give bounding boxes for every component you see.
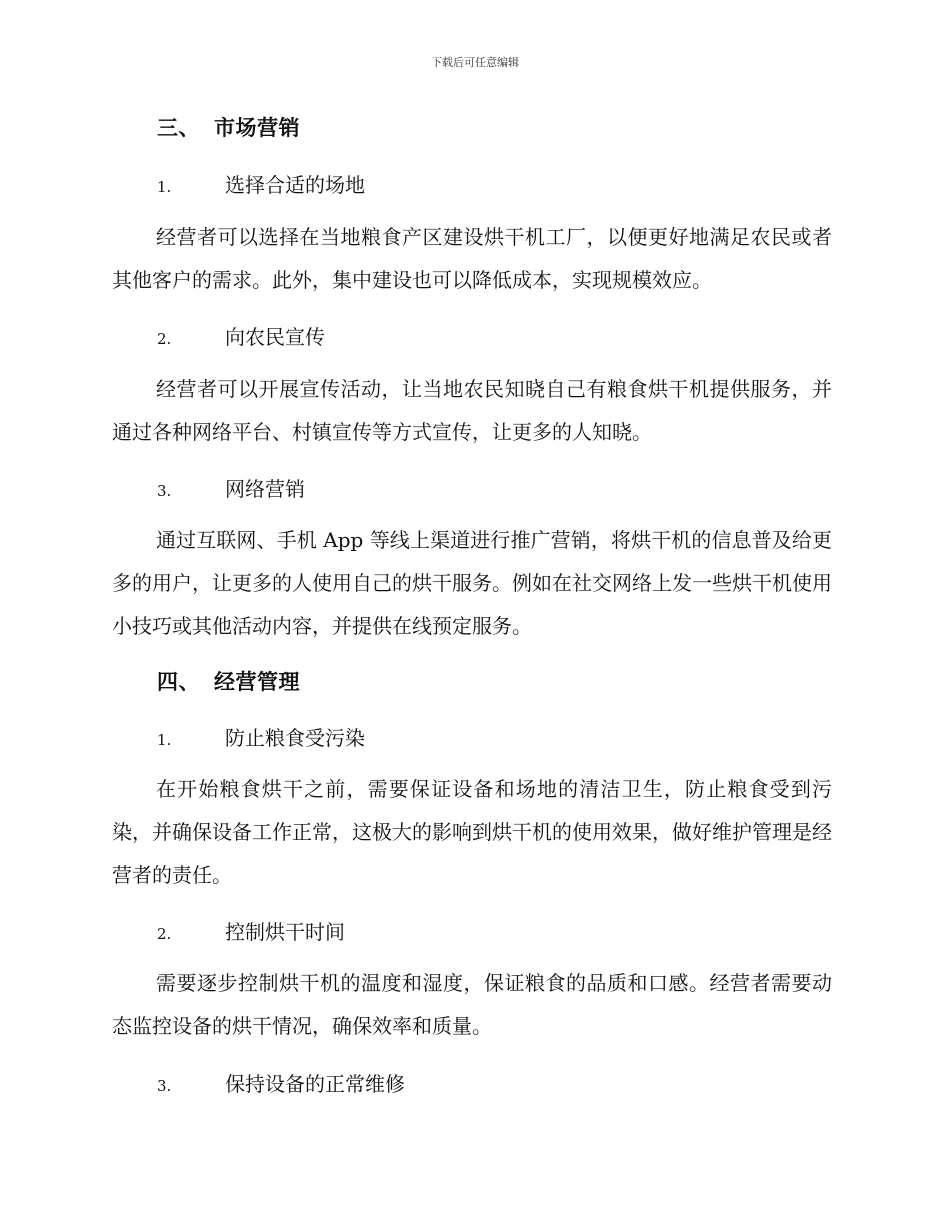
paragraph: 经营者可以开展宣传活动，让当地农民知晓自己有粮食烘干机提供服务，并通过各种网络平台、村镇宣传等方式宣传，让更多的人知晓。 <box>112 377 832 444</box>
item-number: 3. <box>157 482 172 500</box>
item-title: 控制烘干时间 <box>225 920 345 944</box>
item-heading <box>157 473 305 502</box>
paragraph: 在开始粮食烘干之前，需要保证设备和场地的清洁卫生，防止粮食受到污染，并确保设备工作正常，这极大的影响到烘干机的使用效果，做好维护管理是经营者的责任。 <box>112 777 832 887</box>
section-title: 市场营销 <box>214 115 300 140</box>
section-heading-management <box>157 666 300 696</box>
item-title: 选择合适的场地 <box>225 173 365 197</box>
section-heading-marketing <box>157 112 300 142</box>
section-title: 经营管理 <box>214 669 300 694</box>
page-header-note: 下载后可任意编辑 <box>431 56 519 69</box>
item-heading <box>157 321 325 350</box>
paragraph: 需要逐步控制烘干机的温度和湿度，保证粮食的品质和口感。经营者需要动态监控设备的烘干情况，确保效率和质量。 <box>112 971 832 1038</box>
item-number: 1. <box>157 731 172 749</box>
paragraph: 经营者可以选择在当地粮食产区建设烘干机工厂，以便更好地满足农民或者其他客户的需求。此外，集中建设也可以降低成本，实现规模效应。 <box>112 225 832 292</box>
paragraph: 通过互联网、手机 App 等线上渠道进行推广营销，将烘干机的信息普及给更多的用户，让更多的人使用自己的烘干服务。例如在社交网络上发一些烘干机使用小技巧或其他活动内容，并提供在线预定服务。 <box>112 528 832 638</box>
item-heading <box>157 916 345 945</box>
item-number: 2. <box>157 925 172 943</box>
item-heading <box>157 1068 405 1097</box>
item-title: 网络营销 <box>225 477 305 501</box>
item-number: 3. <box>157 1077 172 1095</box>
item-number: 1. <box>157 178 172 196</box>
section-number: 四、 <box>157 669 200 694</box>
item-title: 防止粮食受污染 <box>225 726 365 750</box>
item-heading <box>157 169 365 198</box>
section-number: 三、 <box>157 115 200 140</box>
item-title: 保持设备的正常维修 <box>225 1072 405 1096</box>
item-title: 向农民宣传 <box>225 325 325 349</box>
item-heading <box>157 722 365 751</box>
item-number: 2. <box>157 330 172 348</box>
